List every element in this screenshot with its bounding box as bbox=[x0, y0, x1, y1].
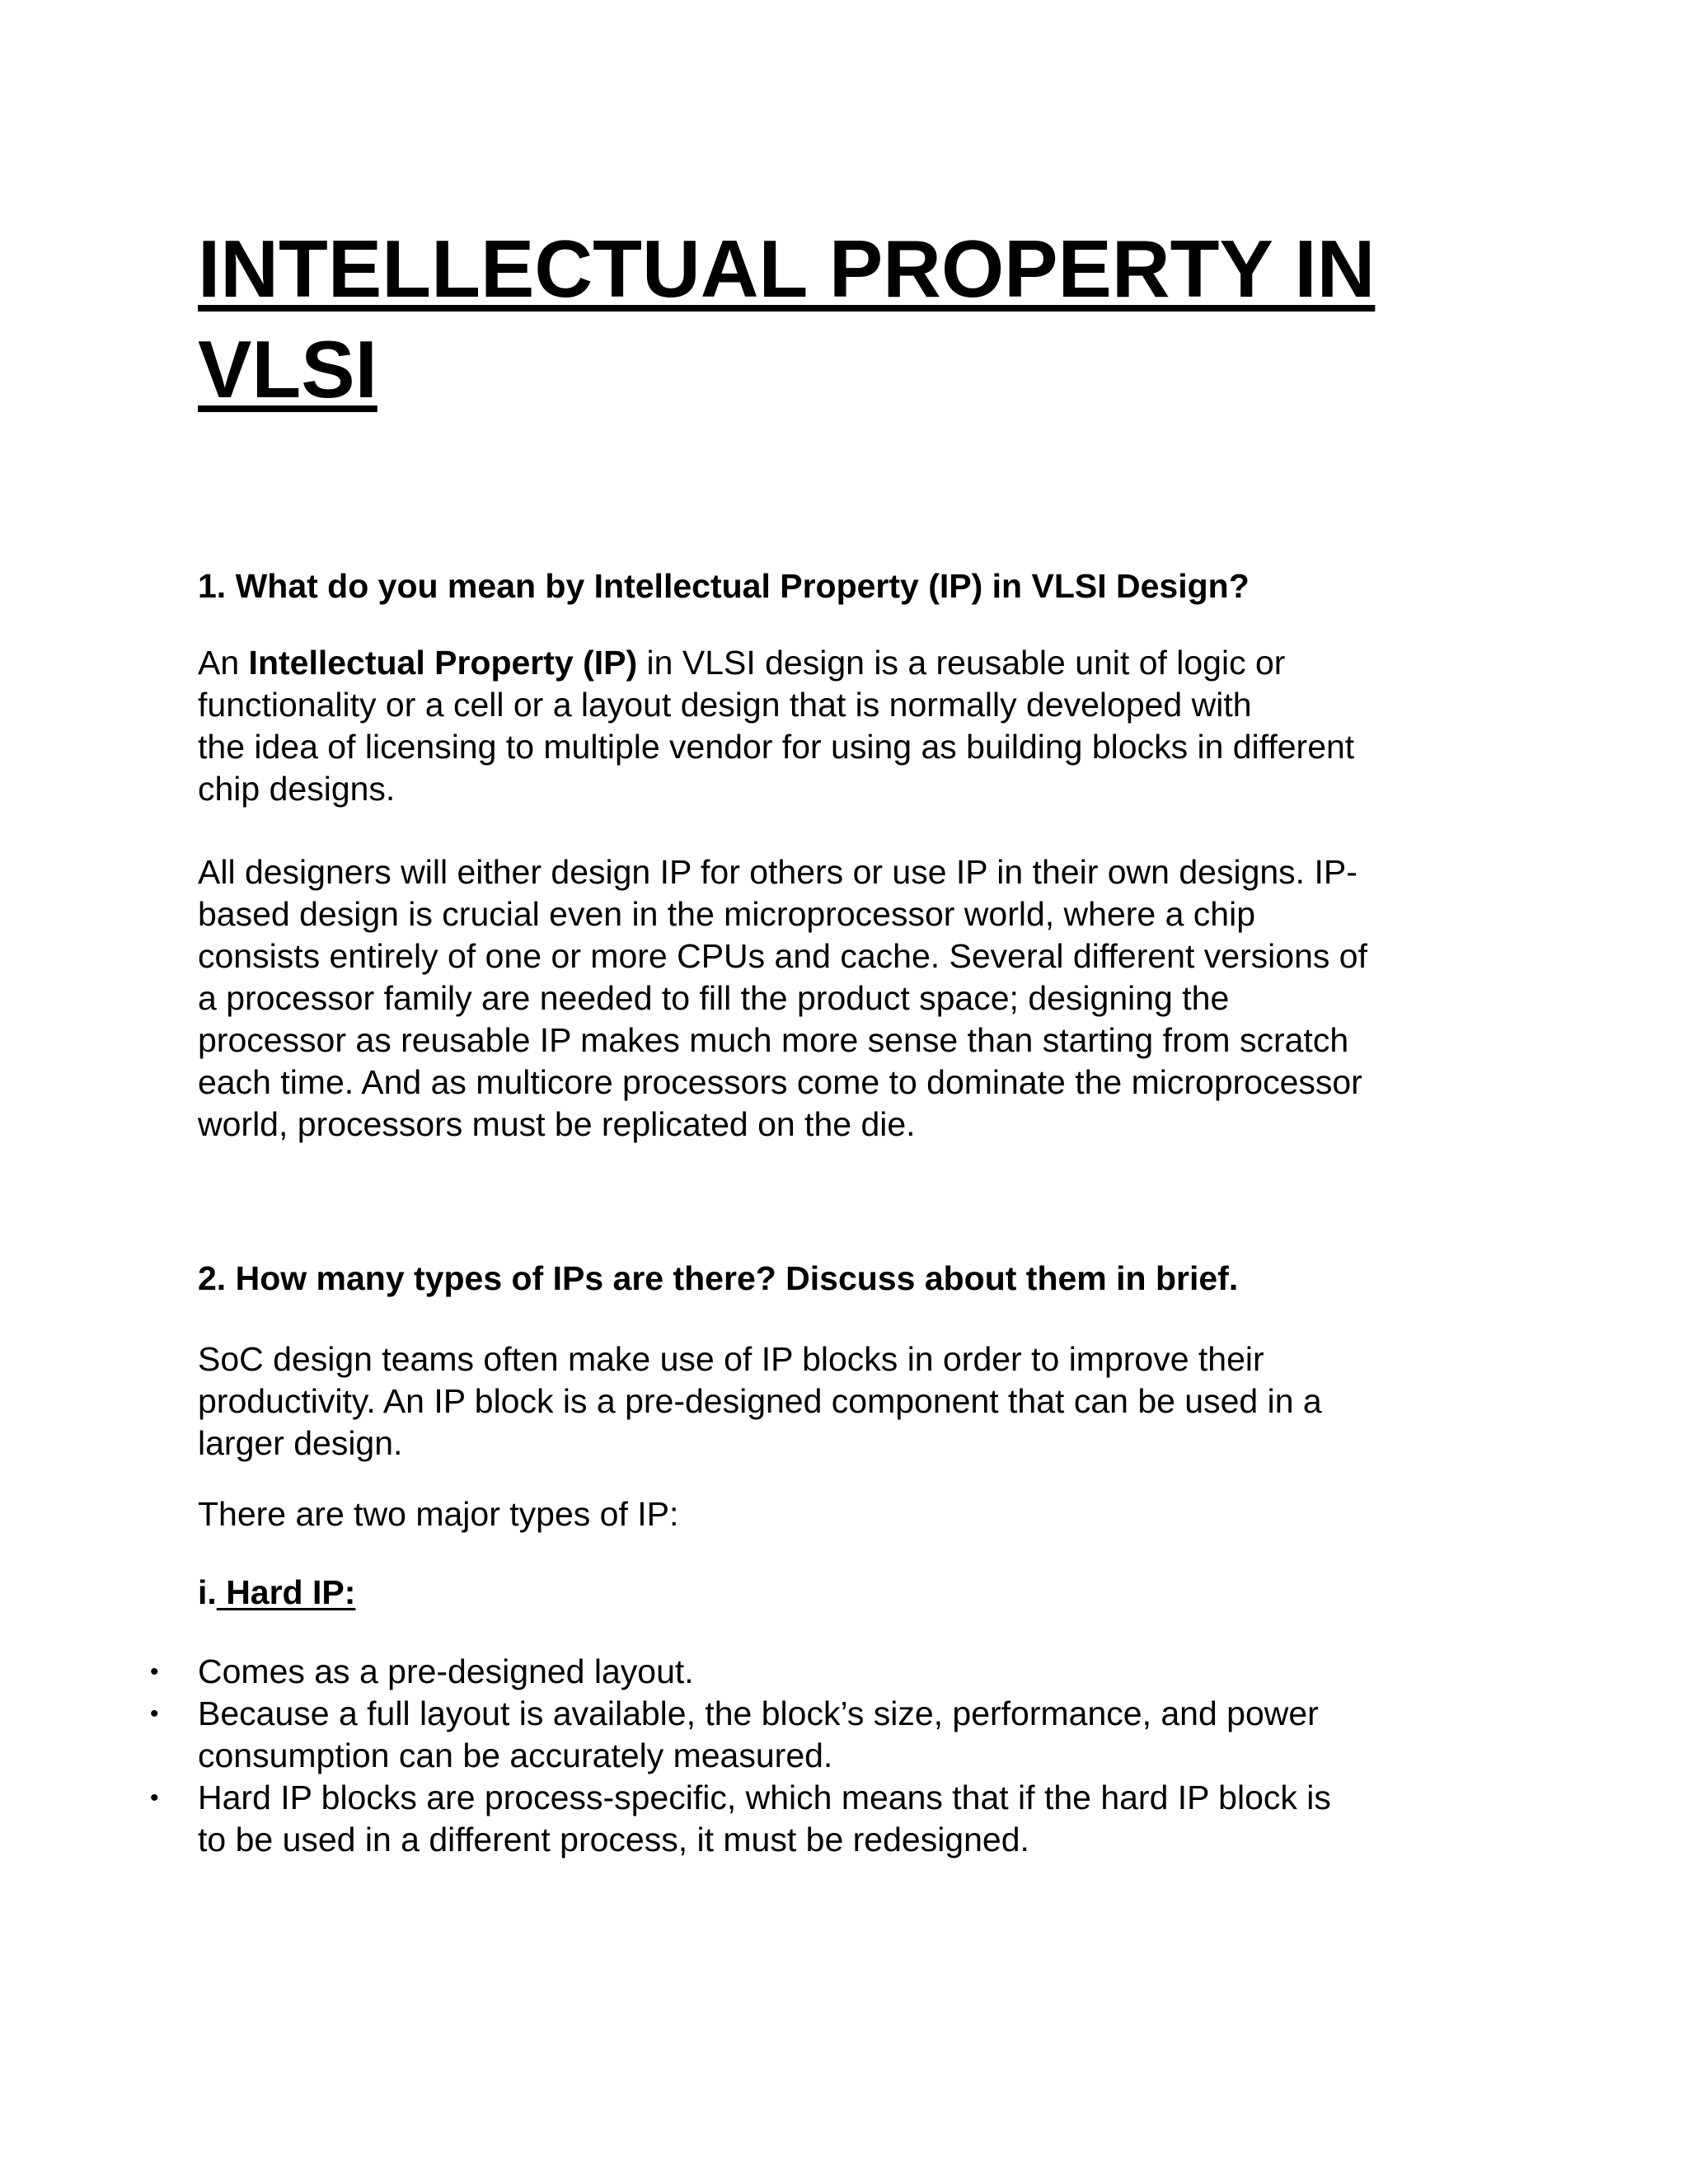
list-item bbox=[0, 1693, 1331, 1777]
bullet-icon: • bbox=[150, 1658, 159, 1685]
paragraph-line: based design is crucial even in the microprocessor world, where a chip bbox=[198, 895, 1256, 933]
paragraph-line: consists entirely of one or more CPUs and cache. Several different versions of bbox=[198, 937, 1367, 975]
bold-term: Intellectual Property (IP) bbox=[248, 644, 638, 682]
paragraph-line: the idea of licensing to multiple vendor for using as building blocks in different bbox=[198, 728, 1355, 766]
paragraph-line bbox=[198, 642, 1354, 684]
list-item-line: consumption can be accurately measured. bbox=[198, 1736, 833, 1774]
paragraph-line: productivity. An IP block is a pre-designed component that can be used in a bbox=[198, 1382, 1322, 1420]
list-item bbox=[0, 1651, 1331, 1693]
list-item-line: Because a full layout is available, the block’s size, performance, and power bbox=[198, 1694, 1319, 1732]
paragraph-line-rest: in VLSI design is a reusable unit of logic or bbox=[637, 644, 1286, 682]
list-item-line: Hard IP blocks are process-specific, which means that if the hard IP block is bbox=[198, 1779, 1331, 1816]
paragraph-line: each time. And as multicore processors come to dominate the microprocessor bbox=[198, 1063, 1362, 1101]
question-1-heading: 1. What do you mean by Intellectual Property (IP) in VLSI Design? bbox=[198, 567, 1250, 605]
subheading-label: Hard IP: bbox=[216, 1573, 356, 1611]
question-2-heading: 2. How many types of IPs are there? Discuss about them in brief. bbox=[198, 1259, 1239, 1297]
bullet-icon: • bbox=[150, 1784, 159, 1811]
paragraph-line: world, processors must be replicated on the die. bbox=[198, 1105, 916, 1143]
list-item bbox=[0, 1777, 1331, 1861]
paragraph-line: chip designs. bbox=[198, 770, 396, 808]
paragraph-prefix: An bbox=[198, 644, 249, 682]
question-2-paragraph-1 bbox=[198, 1338, 1322, 1465]
question-2-paragraph-2: There are two major types of IP: bbox=[198, 1495, 679, 1533]
list-item-line: Comes as a pre-designed layout. bbox=[198, 1652, 694, 1690]
question-1-paragraph-1 bbox=[198, 642, 1354, 810]
paragraph-line: All designers will either design IP for others or use IP in their own designs. IP- bbox=[198, 853, 1357, 891]
question-1-paragraph-2 bbox=[198, 851, 1367, 1146]
hard-ip-subheading bbox=[198, 1572, 355, 1613]
document-title bbox=[198, 218, 1434, 419]
paragraph-line: a processor family are needed to fill the product space; designing the bbox=[198, 979, 1230, 1017]
title-line-1: INTELLECTUAL PROPERTY IN bbox=[198, 223, 1376, 314]
hard-ip-bullet-list bbox=[0, 1651, 1331, 1861]
paragraph-line: larger design. bbox=[198, 1424, 403, 1462]
paragraph-line: SoC design teams often make use of IP blocks in order to improve their bbox=[198, 1340, 1264, 1378]
paragraph-line: processor as reusable IP makes much more sense than starting from scratch bbox=[198, 1021, 1349, 1059]
list-item-line: to be used in a different process, it must be redesigned. bbox=[198, 1821, 1029, 1858]
subheading-prefix: i. bbox=[198, 1573, 217, 1611]
paragraph-line: functionality or a cell or a layout design that is normally developed with bbox=[198, 686, 1252, 724]
title-line-2: VLSI bbox=[198, 324, 377, 415]
bullet-icon: • bbox=[150, 1700, 159, 1727]
